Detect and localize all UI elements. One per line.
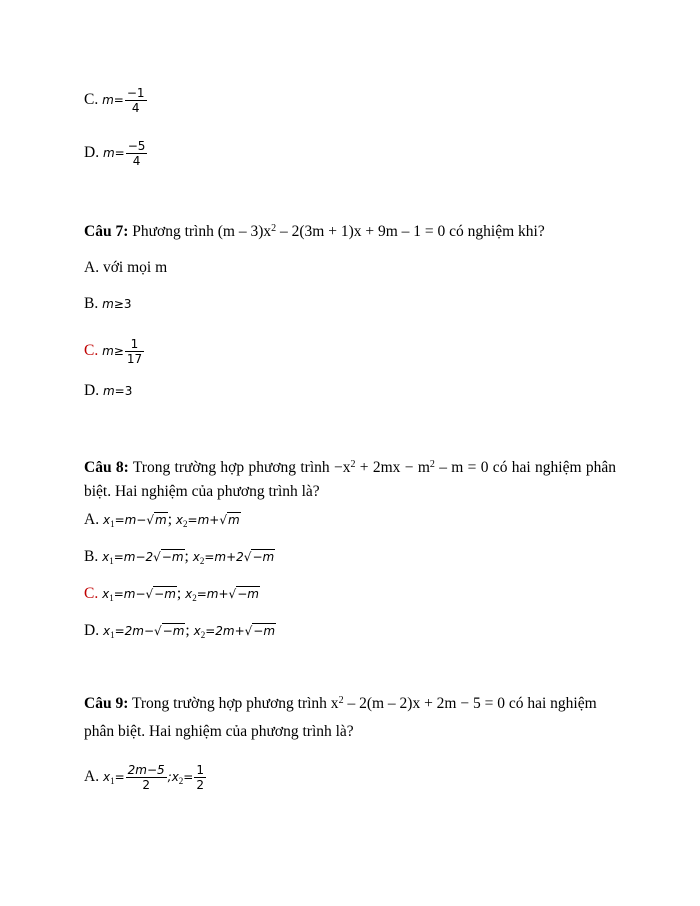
subscript: 1 [109,593,114,603]
math-eq: ≥ [113,344,124,359]
math-var: x [102,624,111,638]
separator: ; [184,548,193,565]
math-var: x [102,770,111,785]
q7-option-d[interactable] [84,381,132,401]
sqrt-icon: √−m [154,624,185,638]
math-var: m [102,146,115,161]
math-var: x [102,587,110,601]
subscript: 1 [109,556,114,566]
option-letter: D. [84,144,100,162]
question-text: Trong trường hợp phương trình x [128,695,339,712]
math-expr: =m+ [196,587,229,601]
math-eq: = [183,770,194,785]
option-letter: C. [84,91,99,109]
superscript: 2 [429,459,435,470]
q7-question [84,222,545,242]
option-letter: D. [84,622,100,639]
radicand: −m [237,587,259,601]
option-letter: C. [84,342,99,360]
sqrt-icon: √m [146,513,167,527]
subscript: 2 [199,556,205,566]
math-expr: =m− [113,587,146,601]
q8-option-a[interactable] [84,510,241,530]
math-var: x [185,587,193,601]
fraction [126,139,148,168]
superscript: 2 [350,459,356,470]
superscript: 2 [271,223,277,234]
option-letter: B. [84,295,99,312]
radicand: m [155,513,167,527]
q9-question-line1 [84,694,597,714]
radicand: −m [161,550,184,564]
question-text: Phương trình (m – 3)x [128,223,272,240]
subscript: 2 [192,593,197,603]
math-var: x [192,550,200,564]
radicand: −m [162,624,185,638]
sqrt-icon: √m [219,513,240,527]
math-var: x [171,770,179,785]
math-var: x [193,624,201,638]
q8-option-d[interactable] [84,621,276,641]
math-expr: =m+2 [204,550,244,564]
option-letter: A. [84,511,100,528]
fraction-numerator: 1 [196,763,204,777]
fraction-numerator: 1 [125,337,144,352]
q9-option-a[interactable] [84,763,207,792]
fraction-denominator: 2 [142,778,150,792]
subscript: 2 [178,776,184,787]
math-var: m [102,344,114,359]
fraction-numerator: −1 [126,86,145,100]
option-letter: A. [84,768,100,786]
radicand: −m [154,587,176,601]
option-letter: B. [84,548,99,565]
q8-option-c[interactable] [84,584,260,604]
math-var: x [175,513,184,527]
option-letter: D. [84,382,100,399]
fraction-numerator: 2m−5 [127,763,165,777]
math-expr: ≥3 [113,297,132,311]
math-var: m [102,93,114,108]
q7-option-c[interactable] [84,337,145,366]
option-text: với mọi m [102,259,168,276]
math-eq: = [113,93,124,108]
q8-option-b[interactable] [84,547,275,567]
fraction-denominator: 2 [196,778,204,792]
math-var: x [102,550,110,564]
math-var: m [102,384,115,398]
separator: ; [167,511,176,528]
math-expr: =2m+ [205,624,245,638]
radicand: −m [252,550,275,564]
question-text: – m = 0 có hai nghiệm phân biệt. Hai nghiệm của phương trình là? [84,459,616,500]
q6-option-d[interactable] [84,139,148,168]
fraction-denominator: 4 [132,154,141,168]
question-label: Câu 9: [84,695,129,712]
sqrt-icon: √−m [153,550,184,564]
question-text: + 2mx − m [355,459,430,476]
q7-option-a[interactable] [84,258,167,278]
math-expr: =m−2 [113,550,154,564]
question-label: Câu 7: [84,223,129,240]
fraction [125,86,147,115]
q6-option-c[interactable] [84,86,148,115]
radicand: −m [253,624,276,638]
fraction [126,763,167,792]
fraction [125,337,144,366]
q8-question [84,456,616,504]
subscript: 1 [110,519,115,529]
math-expr: =3 [114,384,133,398]
question-text: – 2(3m + 1)x + 9m – 1 = 0 có nghiệm khi? [276,223,545,240]
math-var: x [102,513,111,527]
sqrt-icon: √−m [243,550,275,564]
superscript: 2 [338,695,344,706]
subscript: 2 [200,630,206,640]
math-eq: = [114,770,125,785]
math-expr: =m− [114,513,147,527]
separator: ; [176,585,186,602]
q7-option-b[interactable] [84,294,132,314]
fraction-numerator: −5 [127,139,146,153]
question-text: Trong trường hợp phương trình −x [128,459,351,476]
fraction-denominator: 4 [131,101,140,115]
fraction-denominator: 17 [126,352,143,366]
subscript: 1 [110,776,115,787]
option-letter: C. [84,585,99,602]
question-text: – 2(m – 2)x + 2m − 5 = 0 có hai nghiệm [343,695,597,712]
fraction [194,763,206,792]
math-eq: = [114,146,125,161]
math-expr: =2m− [114,624,154,638]
separator: ; [167,770,172,785]
separator: ; [185,622,194,639]
sqrt-icon: √−m [244,624,276,638]
question-label: Câu 8: [84,459,129,476]
question-text: phân biệt. Hai nghiệm của phương trình là? [84,723,354,740]
q9-question-line2 [84,722,354,742]
radicand: m [228,513,240,527]
sqrt-icon: √−m [228,587,259,601]
math-var: m [102,297,114,311]
subscript: 1 [110,630,115,640]
math-expr: =m+ [187,513,220,527]
subscript: 2 [183,519,188,529]
option-letter: A. [84,259,100,276]
sqrt-icon: √−m [145,587,176,601]
